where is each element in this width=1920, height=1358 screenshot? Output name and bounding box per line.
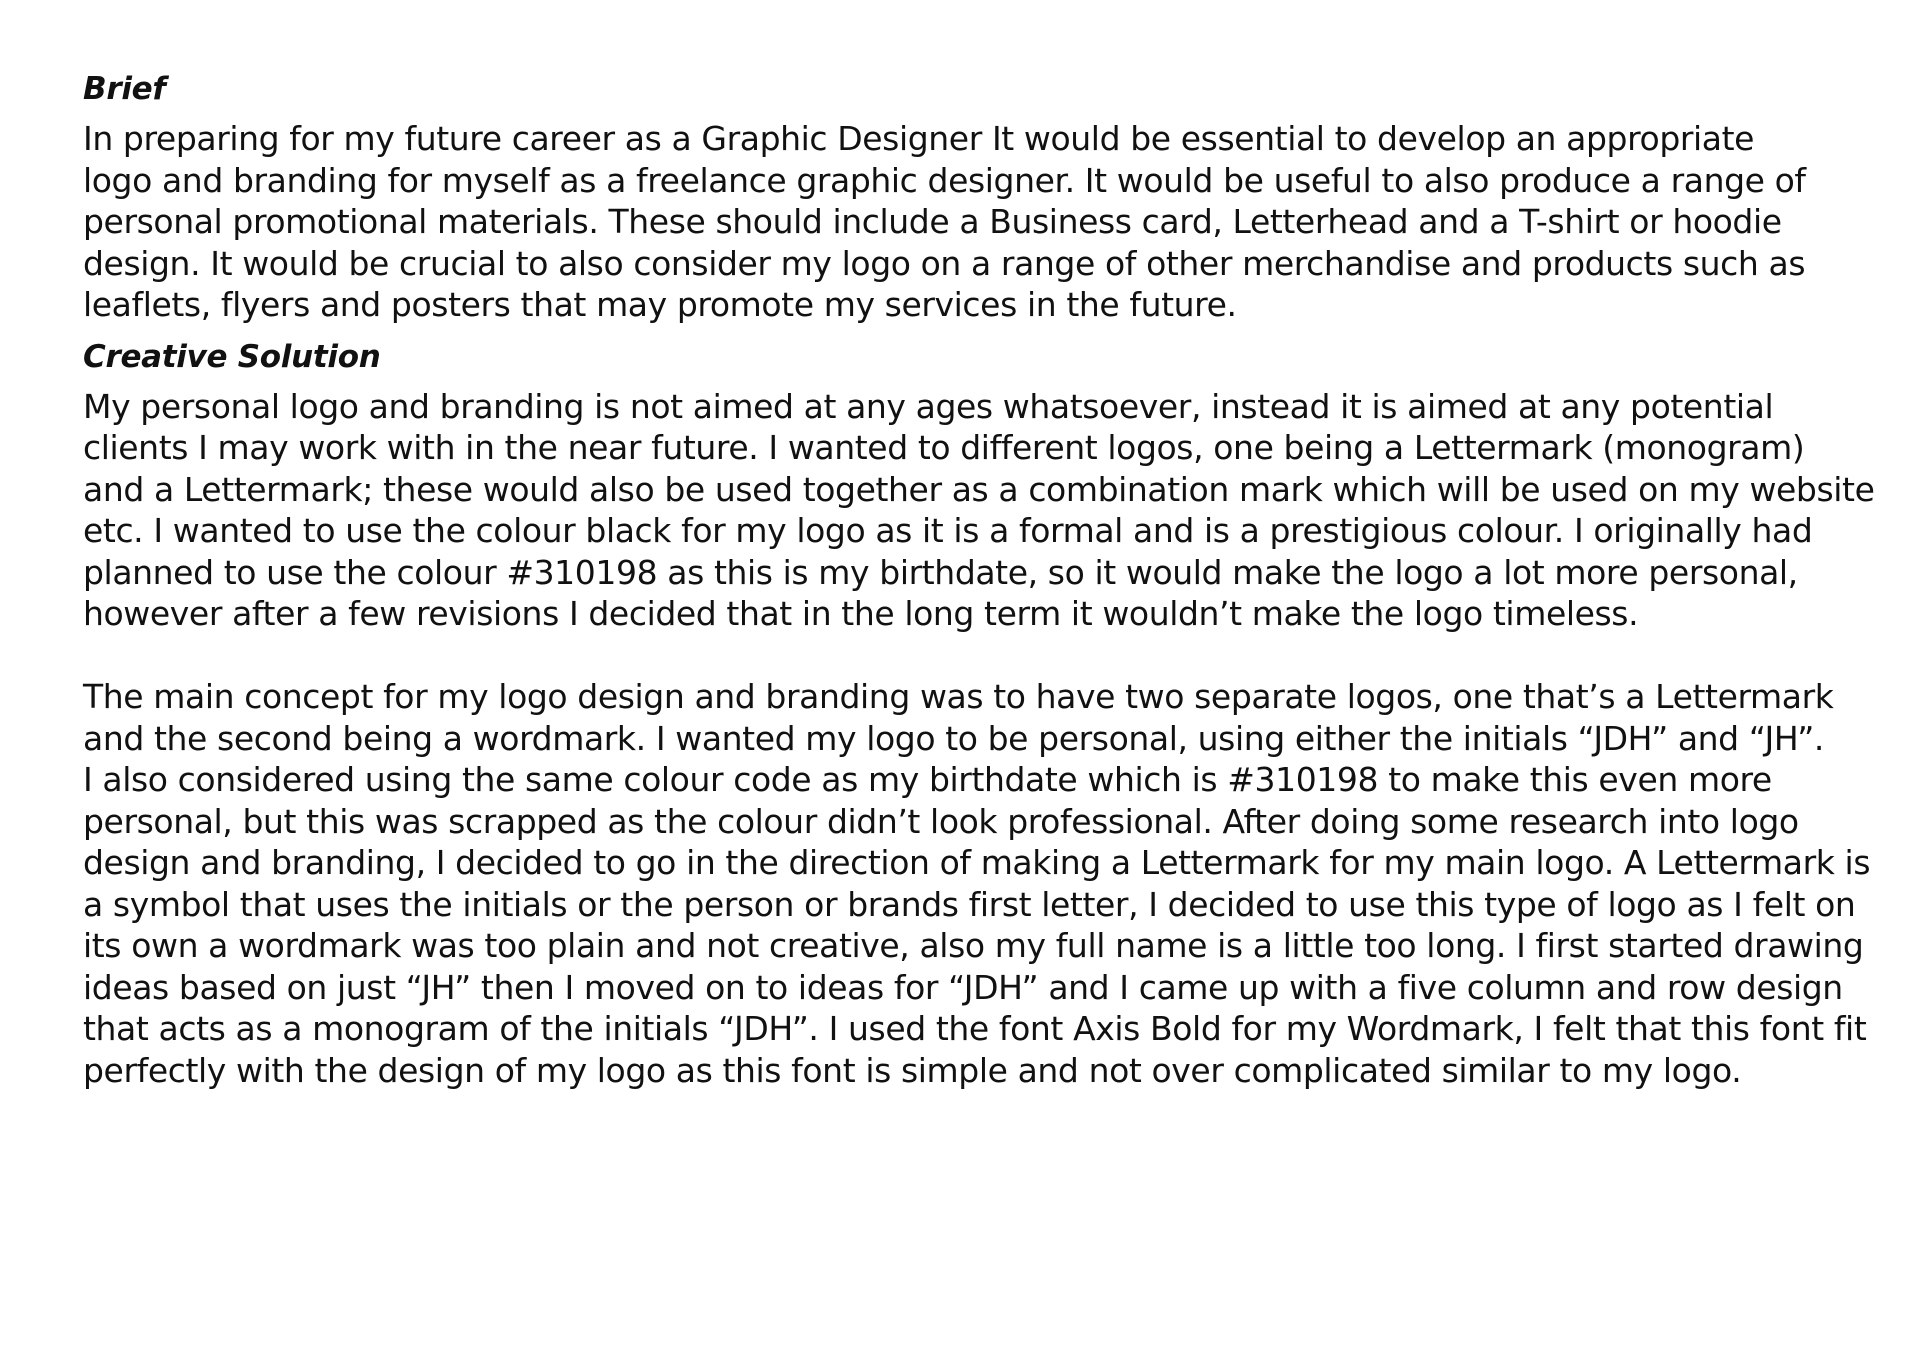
solution-line: My personal logo and branding is not aimed at any ages whatsoever, instead it is aimed at any potential (83, 386, 1774, 426)
concept-line: ideas based on just “JH” then I moved on to ideas for “JDH” and I came up with a five column and row design (83, 967, 1843, 1007)
solution-line: etc. I wanted to use the colour black for my logo as it is a formal and is a prestigious colour. I originally had (83, 511, 1813, 550)
concept-line: and the second being a wordmark. I wanted my logo to be personal, using either the initials “JDH” and “JH”. (83, 718, 1825, 758)
concept-line: design and branding, I decided to go in the direction of making a Lettermark for my main logo. A Lettermark is (83, 843, 1871, 882)
paragraph-spacer (83, 635, 1883, 677)
concept-line: its own a wordmark was too plain and not creative, also my full name is a little too long. I first started drawing (83, 926, 1864, 965)
solution-line: planned to use the colour #310198 as this is my birthdate, so it would make the logo a lot more personal, (83, 552, 1798, 592)
concept-line: personal, but this was scrapped as the colour didn’t look professional. After doing some research into logo (83, 801, 1799, 841)
concept-line: I also considered using the same colour code as my birthdate which is #310198 to make this even more (83, 760, 1772, 799)
brief-line: In preparing for my future career as a Graphic Designer It would be essential to develop an appropriate (83, 119, 1755, 158)
solution-line: clients I may work with in the near future. I wanted to different logos, one being a Lettermark (monogram) (83, 428, 1805, 467)
document-page (83, 68, 1883, 1091)
creative-solution-heading: Creative Solution (83, 338, 381, 375)
creative-solution-paragraph-2 (83, 676, 1883, 1091)
concept-line: The main concept for my logo design and branding was to have two separate logos, one that’s a Lettermark (83, 677, 1834, 716)
creative-solution-paragraph-1 (83, 386, 1883, 635)
solution-line: however after a few revisions I decided that in the long term it wouldn’t make the logo timeless. (83, 594, 1639, 633)
brief-line: logo and branding for myself as a freelance graphic designer. It would be useful to also produce a range of (83, 160, 1806, 200)
concept-line: a symbol that uses the initials or the person or brands first letter, I decided to use this type of logo as I felt on (83, 884, 1856, 924)
brief-paragraph (83, 118, 1883, 326)
solution-line: and a Lettermark; these would also be used together as a combination mark which will be used on my website (83, 469, 1875, 509)
concept-line: perfectly with the design of my logo as this font is simple and not over complicated similar to my logo. (83, 1050, 1742, 1090)
brief-line: leaflets, flyers and posters that may promote my services in the future. (83, 285, 1237, 324)
brief-heading: Brief (83, 71, 166, 107)
brief-line: design. It would be crucial to also consider my logo on a range of other merchandise and products such as (83, 243, 1806, 283)
brief-line: personal promotional materials. These should include a Business card, Letterhead and a T-shirt or hoodie (83, 202, 1782, 241)
concept-line: that acts as a monogram of the initials “JDH”. I used the font Axis Bold for my Wordmark, I felt that this font fit (83, 1009, 1867, 1048)
